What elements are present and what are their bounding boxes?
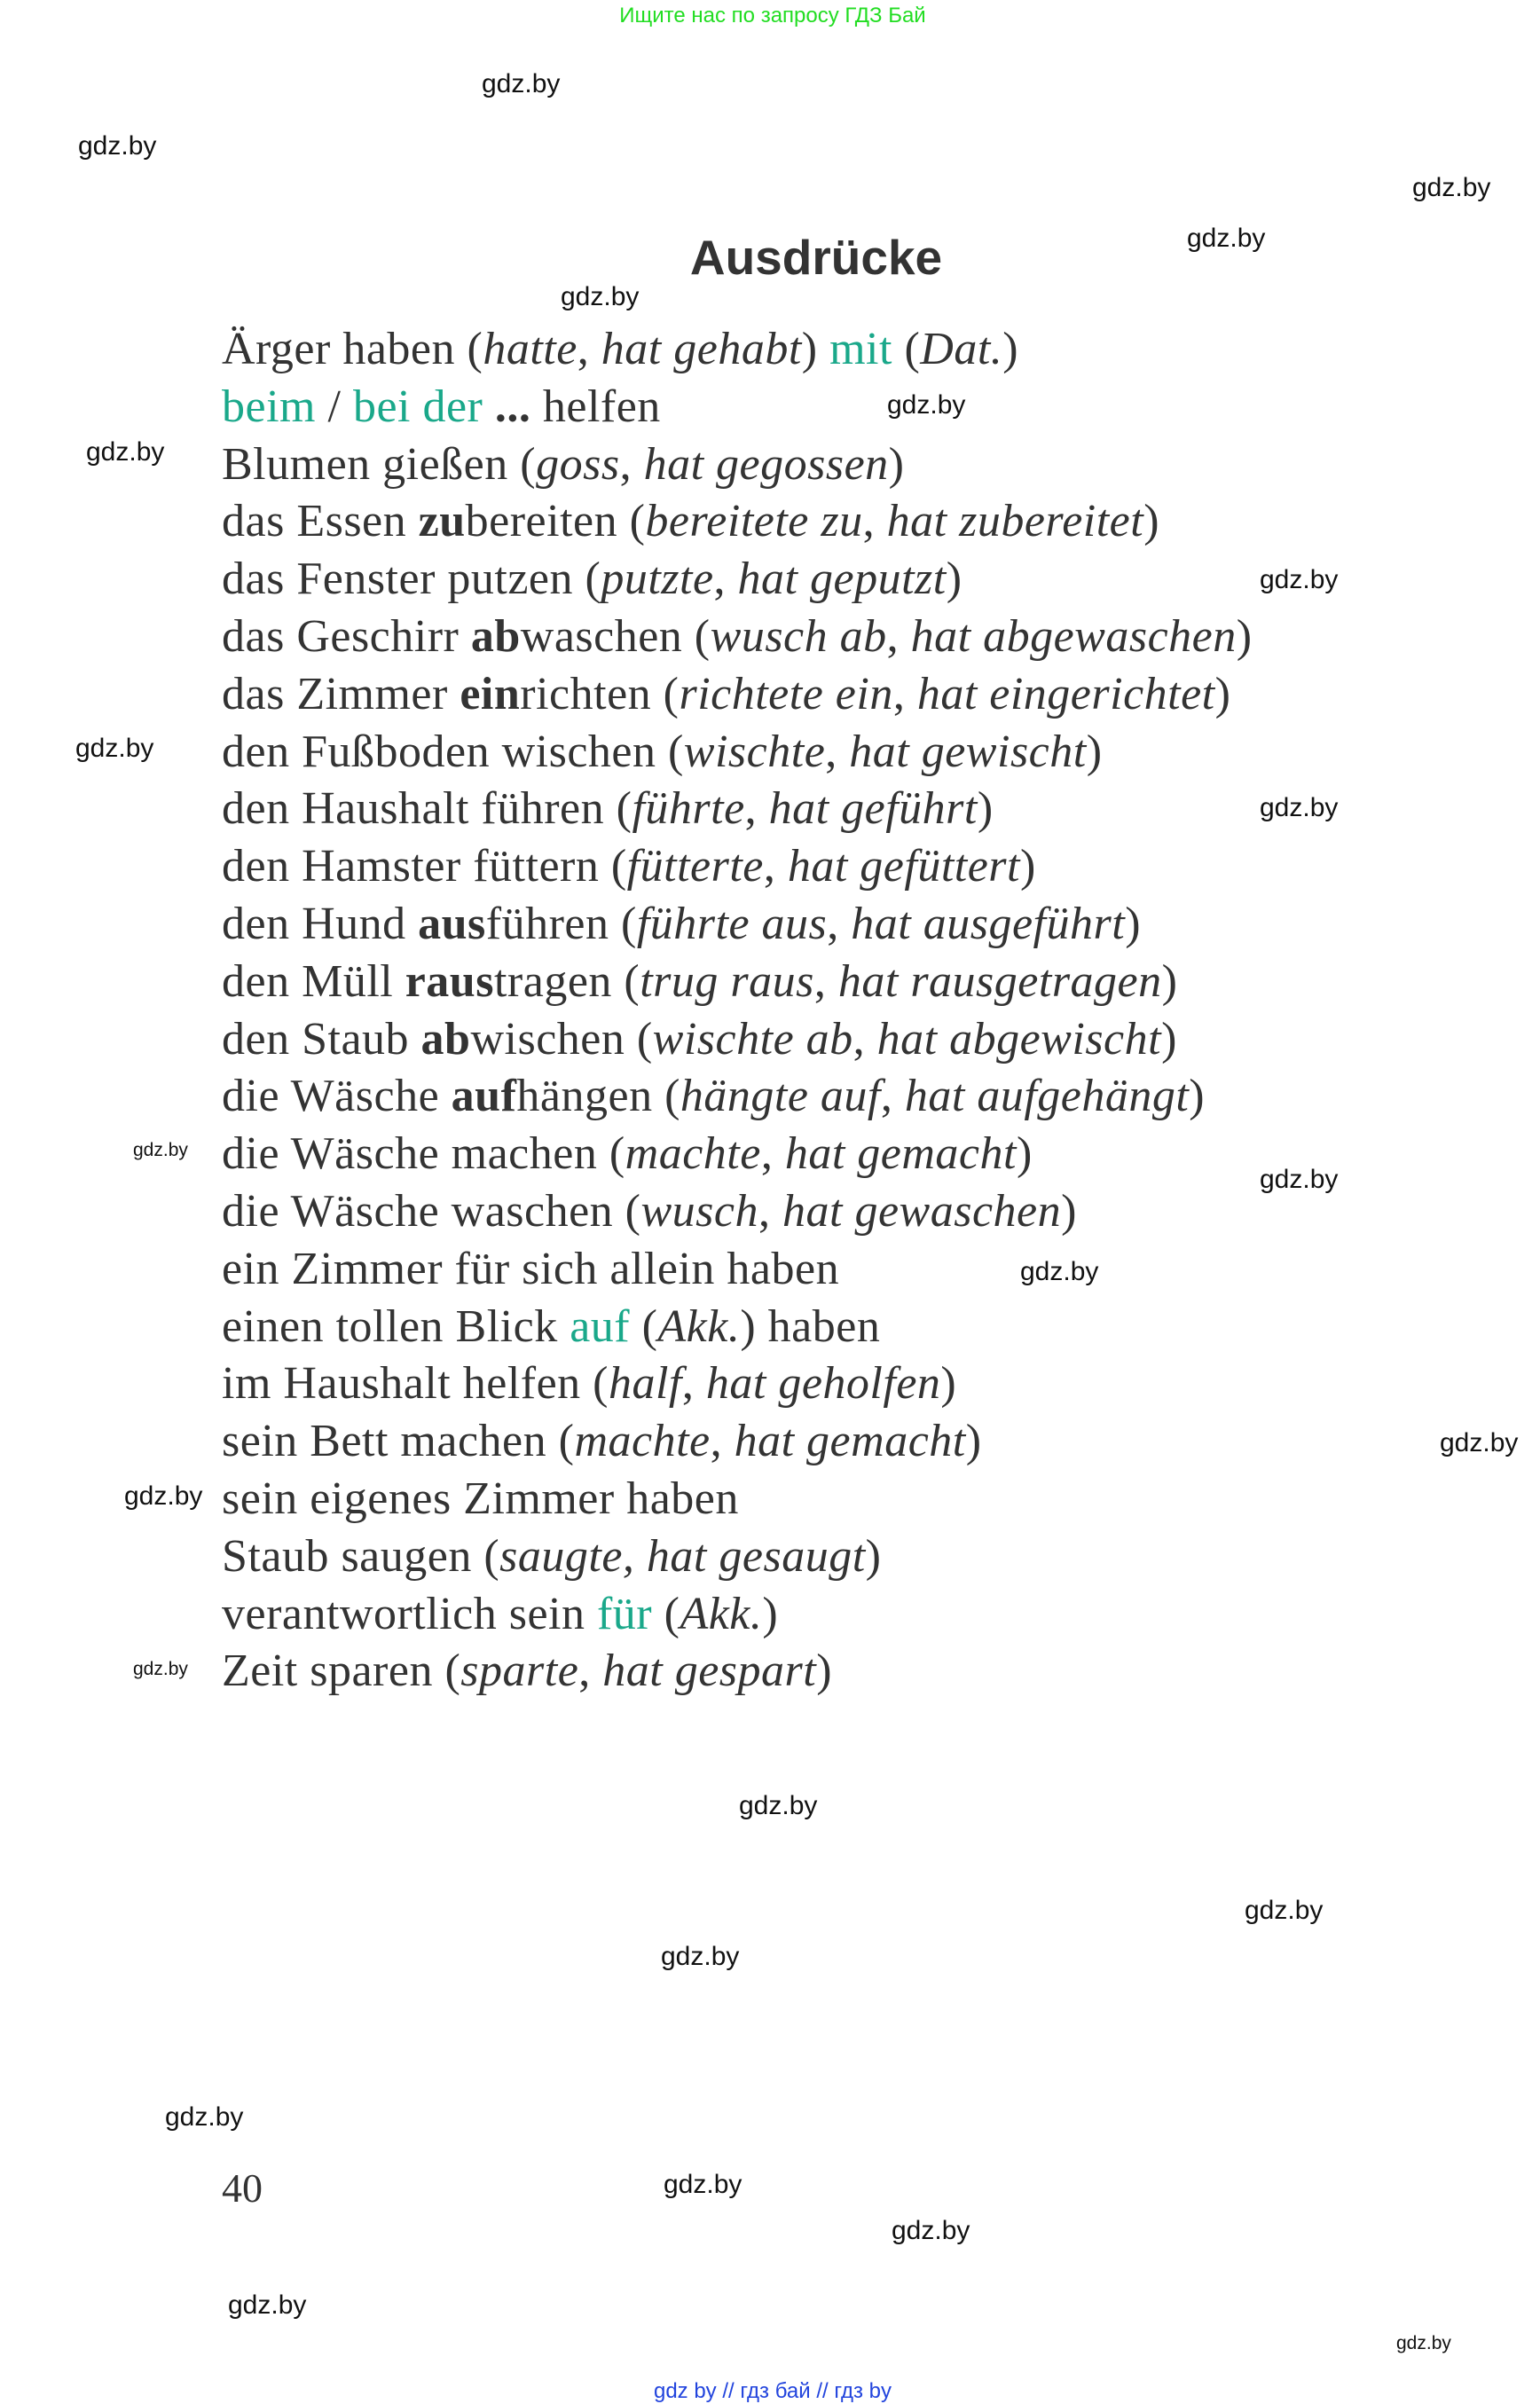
watermark: gdz.by bbox=[892, 2216, 970, 2245]
text: ) bbox=[1236, 610, 1253, 662]
text: den Haushalt führen ( bbox=[222, 783, 632, 835]
verb-forms: bereitete zu bbox=[645, 496, 863, 547]
text: , bbox=[827, 898, 852, 949]
watermark: gdz.by bbox=[133, 1659, 188, 1679]
text: , bbox=[892, 668, 917, 719]
text: Ärger haben ( bbox=[222, 324, 483, 374]
expression-line bbox=[222, 321, 1253, 379]
text: ) bbox=[1161, 1013, 1177, 1065]
text: ) bbox=[865, 1530, 882, 1582]
verb-forms: putzte bbox=[601, 554, 714, 605]
verb-forms: sparte bbox=[460, 1646, 579, 1697]
watermark: gdz.by bbox=[1260, 565, 1339, 594]
bold-particle: ... bbox=[494, 381, 531, 432]
bold-particle: auf bbox=[451, 1071, 517, 1122]
watermark: gdz.by bbox=[561, 282, 640, 311]
text: ( bbox=[630, 1300, 658, 1352]
text: , bbox=[758, 1185, 782, 1237]
text: , bbox=[760, 1128, 785, 1180]
text: / bbox=[315, 381, 353, 432]
watermark: gdz.by bbox=[1260, 793, 1339, 822]
text: hängen ( bbox=[516, 1071, 680, 1122]
text: die Wäsche bbox=[222, 1071, 452, 1122]
verb-forms: trug raus bbox=[640, 955, 814, 1007]
verb-forms: richtete ein bbox=[679, 668, 893, 719]
verb-forms: hat zubereitet bbox=[886, 496, 1144, 547]
text: wischen ( bbox=[470, 1013, 653, 1065]
text: ( bbox=[652, 1588, 680, 1639]
text: tragen ( bbox=[493, 955, 640, 1007]
text: den Staub bbox=[222, 1013, 421, 1065]
watermark: gdz.by bbox=[78, 131, 157, 161]
text: ) bbox=[1086, 726, 1103, 777]
watermark: gdz.by bbox=[124, 1481, 203, 1511]
verb-forms: hat abgewischt bbox=[876, 1013, 1162, 1065]
text: richten ( bbox=[520, 668, 680, 719]
bold-particle: ab bbox=[470, 610, 521, 662]
text: ein Zimmer für sich allein haben bbox=[222, 1243, 840, 1294]
watermark: gdz.by bbox=[887, 390, 966, 420]
expression-line bbox=[222, 724, 1253, 782]
verb-forms: führte aus bbox=[636, 898, 828, 949]
expression-line bbox=[222, 1183, 1253, 1241]
preposition-highlight: auf bbox=[570, 1300, 631, 1352]
expressions-list bbox=[222, 321, 1253, 1701]
verb-forms: Dat. bbox=[920, 324, 1003, 374]
expression-line bbox=[222, 609, 1253, 666]
verb-forms: hat gegossen bbox=[643, 438, 889, 490]
watermark: gdz.by bbox=[133, 1140, 188, 1160]
bold-particle: ab bbox=[420, 1013, 471, 1065]
text: sein Bett machen ( bbox=[222, 1416, 575, 1467]
watermark: gdz.by bbox=[228, 2290, 307, 2320]
verb-forms: hat gespart bbox=[602, 1646, 817, 1697]
text: Blumen gießen ( bbox=[222, 438, 537, 490]
verb-forms: hat rausgetragen bbox=[837, 955, 1162, 1007]
expression-line bbox=[222, 1355, 1253, 1413]
text: ) bbox=[801, 324, 830, 374]
expression-line bbox=[222, 1471, 1253, 1528]
expression-line bbox=[222, 666, 1253, 724]
text: ) bbox=[888, 438, 905, 490]
text: , bbox=[713, 554, 738, 605]
text: , bbox=[813, 955, 838, 1007]
text: ) bbox=[940, 1358, 957, 1410]
text: den Fußboden wischen ( bbox=[222, 726, 684, 777]
text: , bbox=[619, 438, 644, 490]
verb-forms: saugte, hat gesaugt bbox=[499, 1530, 866, 1582]
expression-line bbox=[222, 1586, 1253, 1644]
text: , bbox=[577, 324, 601, 374]
text: , bbox=[825, 726, 850, 777]
text: das Zimmer bbox=[222, 668, 460, 719]
verb-forms: wischte ab bbox=[652, 1013, 853, 1065]
watermark: gdz.by bbox=[1020, 1257, 1099, 1286]
text: ) bbox=[946, 554, 962, 605]
verb-forms: hat gewaschen bbox=[782, 1185, 1062, 1237]
expression-line bbox=[222, 1126, 1253, 1183]
expression-line bbox=[222, 493, 1253, 551]
text: , bbox=[852, 1013, 877, 1065]
bold-particle: raus bbox=[405, 955, 494, 1007]
verb-forms: machte bbox=[574, 1416, 711, 1467]
expression-line bbox=[222, 1011, 1253, 1069]
preposition-highlight: beim bbox=[222, 381, 316, 432]
text: ( bbox=[892, 324, 921, 374]
verb-forms: hat gehabt bbox=[601, 324, 802, 374]
text: sein eigenes Zimmer haben bbox=[222, 1473, 739, 1524]
text: , bbox=[681, 1358, 706, 1410]
bold-particle: ein bbox=[460, 668, 521, 719]
text: ) bbox=[1161, 955, 1178, 1007]
watermark: gdz.by bbox=[1412, 173, 1491, 202]
text: verantwortlich sein bbox=[222, 1588, 597, 1639]
text: führen ( bbox=[485, 898, 637, 949]
verb-forms: hat abgewaschen bbox=[910, 610, 1237, 662]
text: ) bbox=[816, 1646, 833, 1697]
preposition-highlight: für bbox=[596, 1588, 653, 1639]
text: , bbox=[578, 1646, 603, 1697]
verb-forms: hat gefüttert bbox=[787, 841, 1020, 892]
expression-line bbox=[222, 1068, 1253, 1126]
verb-forms: Akk. bbox=[680, 1588, 763, 1639]
page-title: Ausdrücke bbox=[689, 230, 943, 285]
text: , bbox=[880, 1071, 905, 1122]
text: den Hamster füttern ( bbox=[222, 841, 627, 892]
verb-forms: hat geputzt bbox=[737, 554, 947, 605]
page-number: 40 bbox=[222, 2165, 263, 2211]
text: ) bbox=[1143, 496, 1160, 547]
verb-forms: hat gemacht bbox=[784, 1128, 1017, 1180]
watermark: gdz.by bbox=[1245, 1896, 1324, 1925]
text: einen tollen Blick bbox=[222, 1300, 570, 1352]
verb-forms: hat aufgehängt bbox=[904, 1071, 1190, 1122]
text: ) bbox=[762, 1588, 779, 1639]
expression-line bbox=[222, 1413, 1253, 1471]
watermark: gdz.by bbox=[1396, 2333, 1451, 2353]
bold-particle: aus bbox=[418, 898, 486, 949]
text: das Geschirr bbox=[222, 610, 471, 662]
verb-forms: fütterte bbox=[626, 841, 764, 892]
expression-line bbox=[222, 379, 1253, 436]
expression-line bbox=[222, 954, 1253, 1011]
watermark: gdz.by bbox=[739, 1791, 818, 1820]
verb-forms: half bbox=[608, 1358, 682, 1410]
text: bereiten ( bbox=[465, 496, 646, 547]
verb-forms: hat geführt bbox=[768, 783, 978, 835]
expression-line bbox=[222, 1643, 1253, 1701]
text: , bbox=[763, 841, 788, 892]
footer-links[interactable]: gdz by // гдз бай // гдз by bbox=[653, 2379, 892, 2403]
expression-line bbox=[222, 436, 1253, 494]
expression-line bbox=[222, 551, 1253, 609]
search-banner: Ищите нас по запросу ГДЗ Бай bbox=[619, 4, 926, 27]
verb-forms: Akk. bbox=[657, 1300, 741, 1352]
verb-forms: wusch bbox=[640, 1185, 758, 1237]
watermark: gdz.by bbox=[661, 1942, 740, 1971]
text: , bbox=[886, 610, 911, 662]
text bbox=[483, 381, 495, 432]
text: ) bbox=[1016, 1128, 1033, 1180]
verb-forms: hatte bbox=[483, 324, 578, 374]
verb-forms: hat gemacht bbox=[734, 1416, 966, 1467]
text: den Müll bbox=[222, 955, 405, 1007]
verb-forms: wusch ab bbox=[710, 610, 887, 662]
text: ) bbox=[965, 1416, 982, 1467]
text: Zeit sparen ( bbox=[222, 1646, 461, 1697]
preposition-highlight: mit bbox=[829, 324, 892, 374]
text: , bbox=[710, 1416, 735, 1467]
watermark: gdz.by bbox=[165, 2102, 244, 2132]
verb-forms: hat gewischt bbox=[849, 726, 1087, 777]
text: ) bbox=[1061, 1185, 1077, 1237]
text: den Hund bbox=[222, 898, 419, 949]
text: das Fenster putzen ( bbox=[222, 554, 601, 605]
text: im Haushalt helfen ( bbox=[222, 1358, 609, 1410]
expression-line bbox=[222, 1299, 1253, 1356]
watermark: gdz.by bbox=[1260, 1165, 1339, 1194]
expression-line bbox=[222, 781, 1253, 838]
verb-forms: hat geholfen bbox=[705, 1358, 941, 1410]
text: ) haben bbox=[740, 1300, 881, 1352]
text: waschen ( bbox=[520, 610, 711, 662]
text: ) bbox=[1002, 324, 1019, 374]
verb-forms: führte bbox=[632, 783, 745, 835]
text: ) bbox=[977, 783, 994, 835]
watermark: gdz.by bbox=[1440, 1428, 1519, 1457]
text: die Wäsche machen ( bbox=[222, 1128, 625, 1180]
text: ) bbox=[1214, 668, 1231, 719]
verb-forms: machte bbox=[625, 1128, 761, 1180]
verb-forms: wischte bbox=[683, 726, 826, 777]
text: , bbox=[744, 783, 769, 835]
watermark: gdz.by bbox=[75, 734, 154, 763]
text: Staub saugen ( bbox=[222, 1530, 500, 1582]
preposition-highlight: bei der bbox=[352, 381, 483, 432]
watermark: gdz.by bbox=[664, 2170, 742, 2199]
text: ) bbox=[1125, 898, 1142, 949]
text: , bbox=[862, 496, 887, 547]
text: ) bbox=[1020, 841, 1036, 892]
verb-forms: goss bbox=[536, 438, 620, 490]
verb-forms: hat eingerichtet bbox=[916, 668, 1215, 719]
watermark: gdz.by bbox=[86, 437, 165, 467]
expression-line bbox=[222, 1528, 1253, 1586]
text: das Essen bbox=[222, 496, 419, 547]
text: helfen bbox=[530, 381, 661, 432]
watermark: gdz.by bbox=[482, 69, 561, 98]
verb-forms: hat ausgeführt bbox=[851, 898, 1126, 949]
verb-forms: hängte auf bbox=[680, 1071, 881, 1122]
text: die Wäsche waschen ( bbox=[222, 1185, 641, 1237]
expression-line bbox=[222, 896, 1253, 954]
watermark: gdz.by bbox=[1187, 224, 1266, 253]
bold-particle: zu bbox=[418, 496, 466, 547]
text: ) bbox=[1189, 1071, 1206, 1122]
expression-line bbox=[222, 838, 1253, 896]
